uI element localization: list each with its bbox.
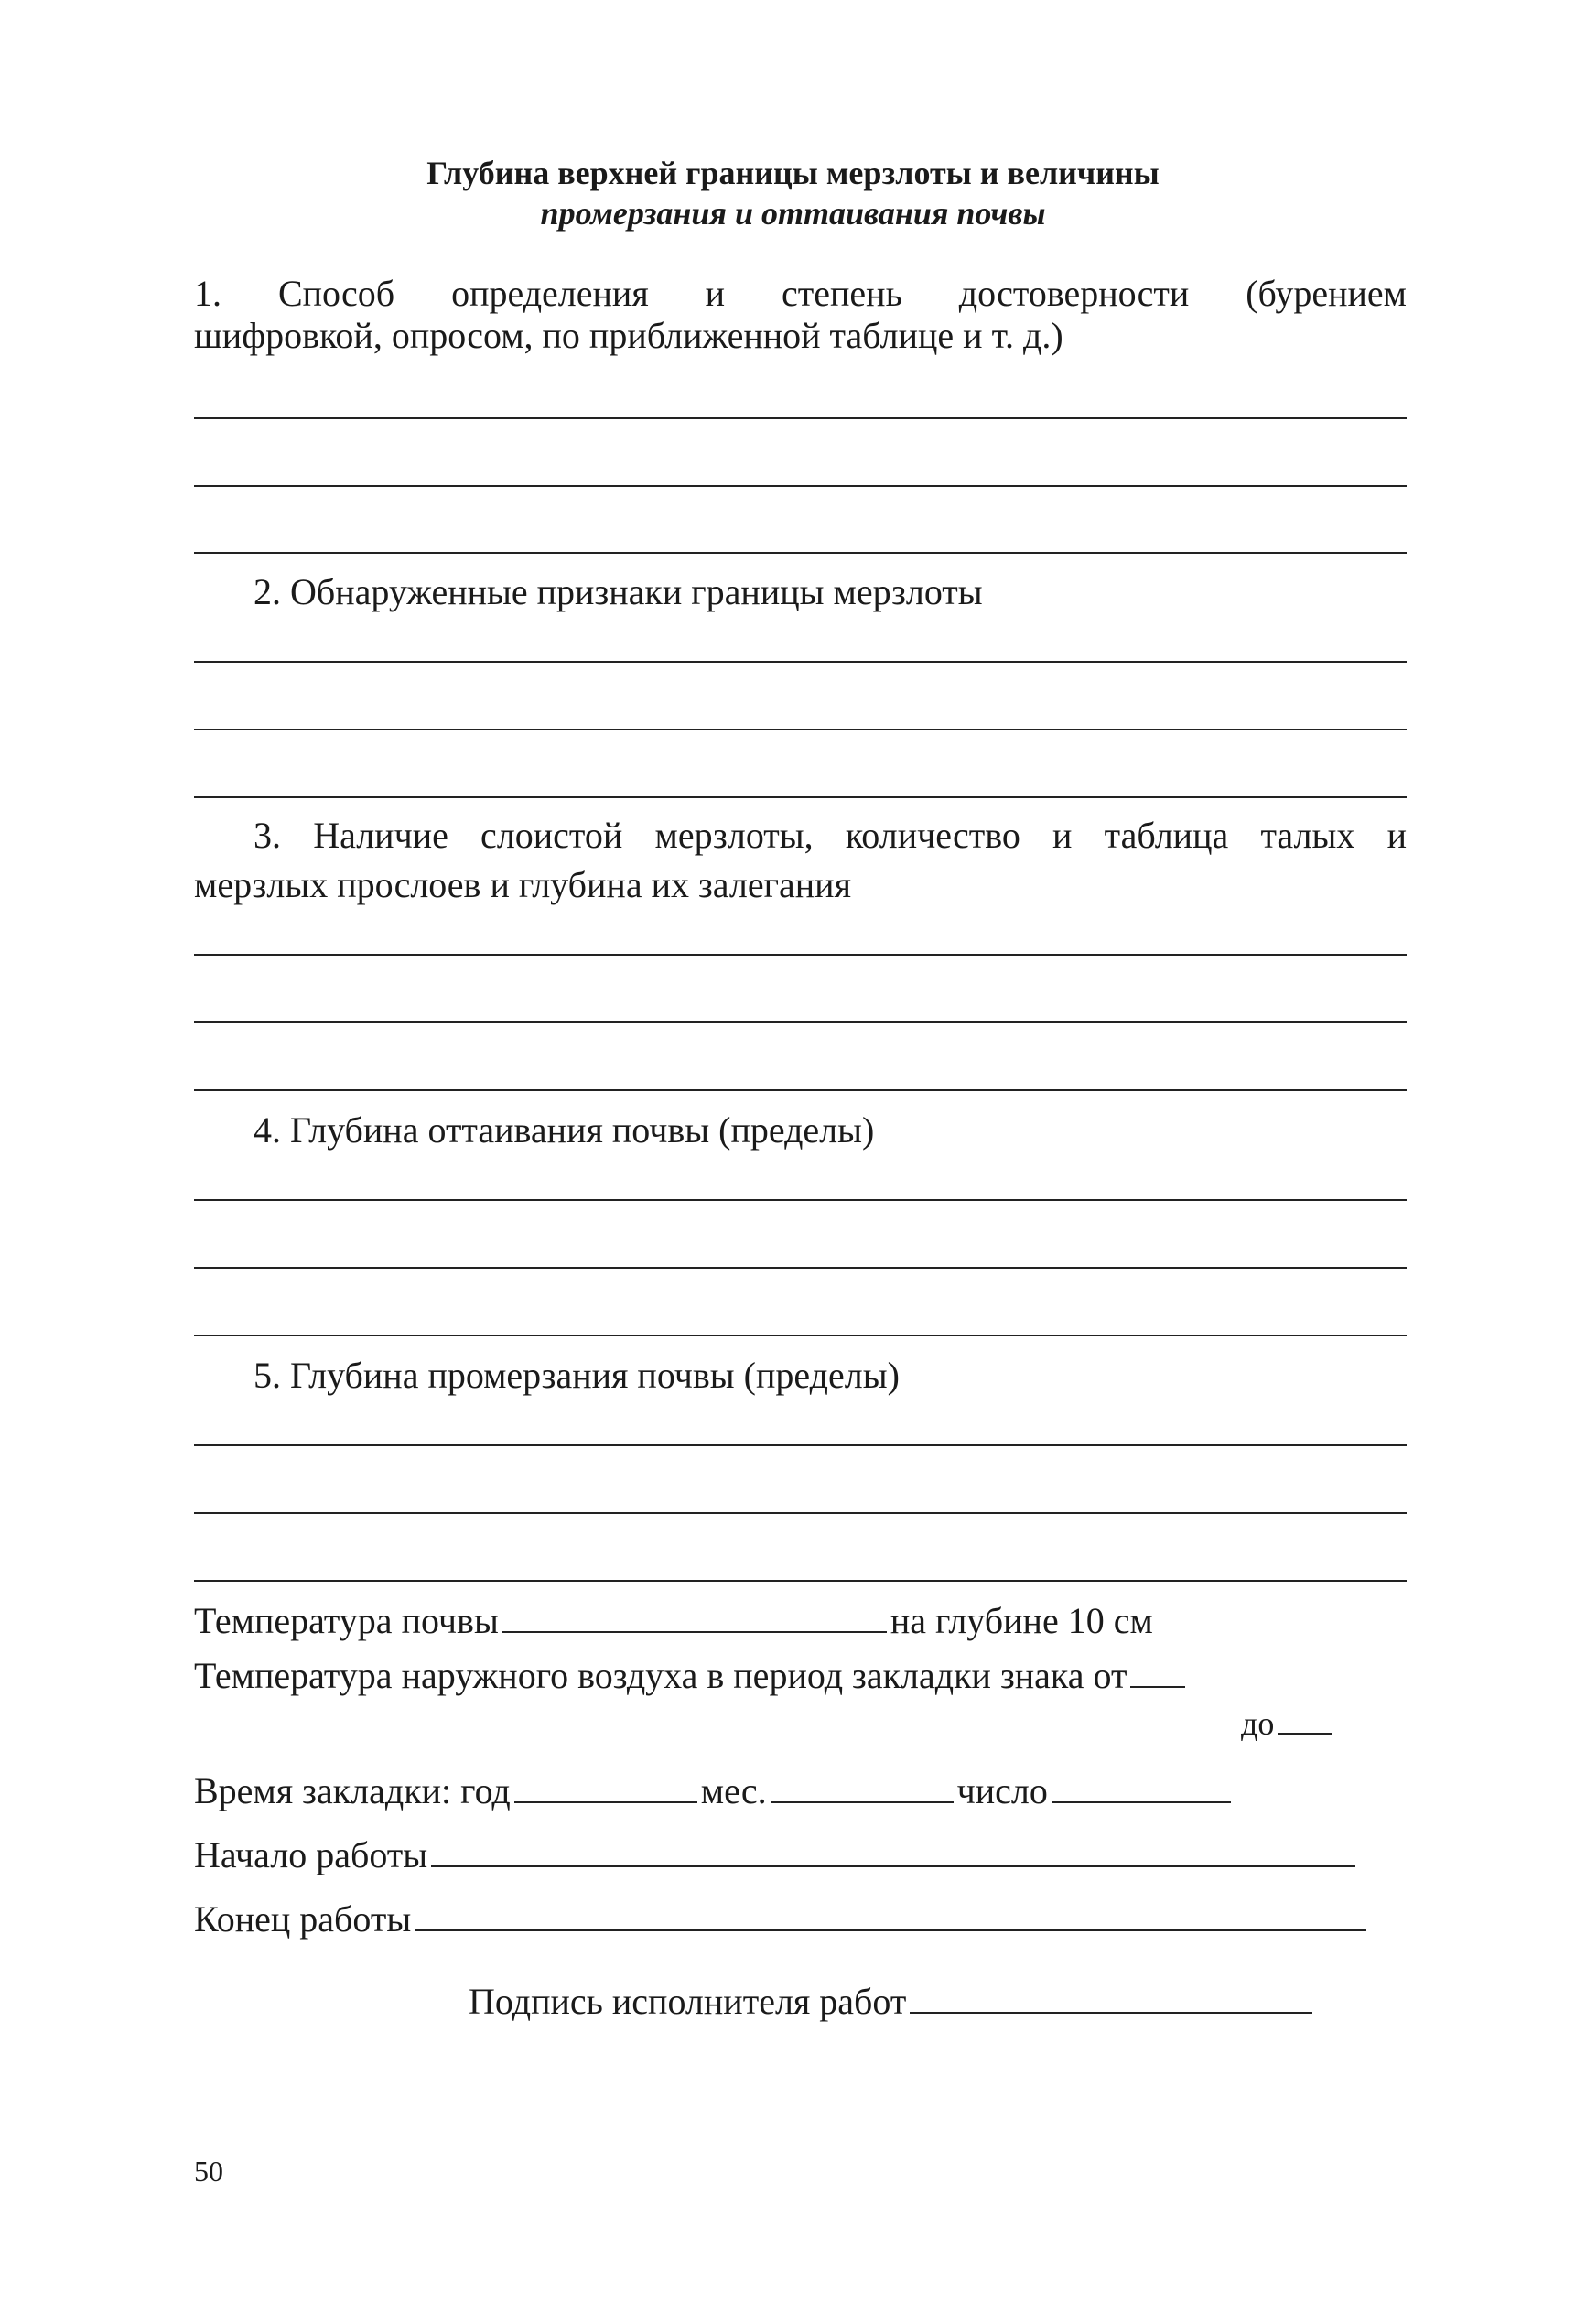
start-row	[194, 1834, 1359, 1876]
end-row	[194, 1898, 1370, 1940]
answer-line[interactable]	[194, 1444, 1407, 1446]
year-field[interactable]	[514, 1801, 697, 1803]
air-temperature-to-row	[1241, 1702, 1336, 1745]
section-1-line-1: 1. Способ определения и степень достоверности (бурением	[194, 273, 1407, 314]
section-3-line-2: мерзлых прослоев и глубина их залегания	[194, 864, 851, 905]
page-number: 50	[194, 2155, 223, 2188]
air-temperature-to-field[interactable]	[1278, 1733, 1332, 1735]
depth-label: на глубине 10 см	[890, 1600, 1153, 1641]
title-line-1: Глубина верхней границы мерзлоты и величины	[426, 155, 1160, 191]
title-line-2: промерзания и оттаивания почвы	[540, 195, 1046, 232]
start-label: Начало работы	[194, 1834, 428, 1875]
answer-line[interactable]	[194, 417, 1407, 419]
answer-line[interactable]	[194, 729, 1407, 730]
answer-line[interactable]	[194, 1089, 1407, 1091]
answer-line[interactable]	[194, 1199, 1407, 1201]
section-3-line-1: 3. Наличие слоистой мерзлоты, количество и таблица талых и	[254, 815, 1407, 856]
answer-line[interactable]	[194, 1335, 1407, 1336]
start-field[interactable]	[431, 1865, 1355, 1867]
to-label: до	[1241, 1705, 1275, 1742]
month-label: мес.	[700, 1770, 767, 1811]
answer-line[interactable]	[194, 1021, 1407, 1023]
air-temperature-label: Температура наружного воздуха в период закладки знака от	[194, 1655, 1127, 1696]
section-5-line-1: 5. Глубина промерзания почвы (пределы)	[254, 1355, 900, 1396]
laying-time-row	[194, 1770, 1235, 1812]
answer-line[interactable]	[194, 1512, 1407, 1514]
year-label: Время закладки: год	[194, 1770, 511, 1811]
answer-line[interactable]	[194, 1580, 1407, 1582]
section-2-line-1: 2. Обнаруженные признаки границы мерзлоты	[254, 571, 983, 612]
section-1-line-2: шифровкой, опросом, по приближенной таблице и т. д.)	[194, 315, 1063, 356]
answer-line[interactable]	[194, 485, 1407, 487]
day-field[interactable]	[1052, 1801, 1231, 1803]
end-field[interactable]	[415, 1929, 1366, 1931]
day-label: число	[956, 1770, 1048, 1811]
soil-temperature-field[interactable]	[502, 1631, 887, 1633]
answer-line[interactable]	[194, 954, 1407, 956]
month-field[interactable]	[771, 1801, 954, 1803]
answer-line[interactable]	[194, 1267, 1407, 1269]
end-label: Конец работы	[194, 1898, 412, 1940]
soil-temperature-row	[194, 1600, 1153, 1642]
soil-temperature-label: Температура почвы	[194, 1600, 499, 1641]
signature-row	[469, 1981, 1316, 2023]
answer-line[interactable]	[194, 552, 1407, 554]
air-temperature-from-field[interactable]	[1130, 1686, 1185, 1688]
section-4-line-1: 4. Глубина оттаивания почвы (пределы)	[254, 1109, 875, 1151]
signature-field[interactable]	[910, 2012, 1312, 2014]
signature-label: Подпись исполнителя работ	[469, 1981, 907, 2022]
answer-line[interactable]	[194, 661, 1407, 663]
air-temperature-row	[194, 1655, 1189, 1697]
answer-line[interactable]	[194, 796, 1407, 798]
